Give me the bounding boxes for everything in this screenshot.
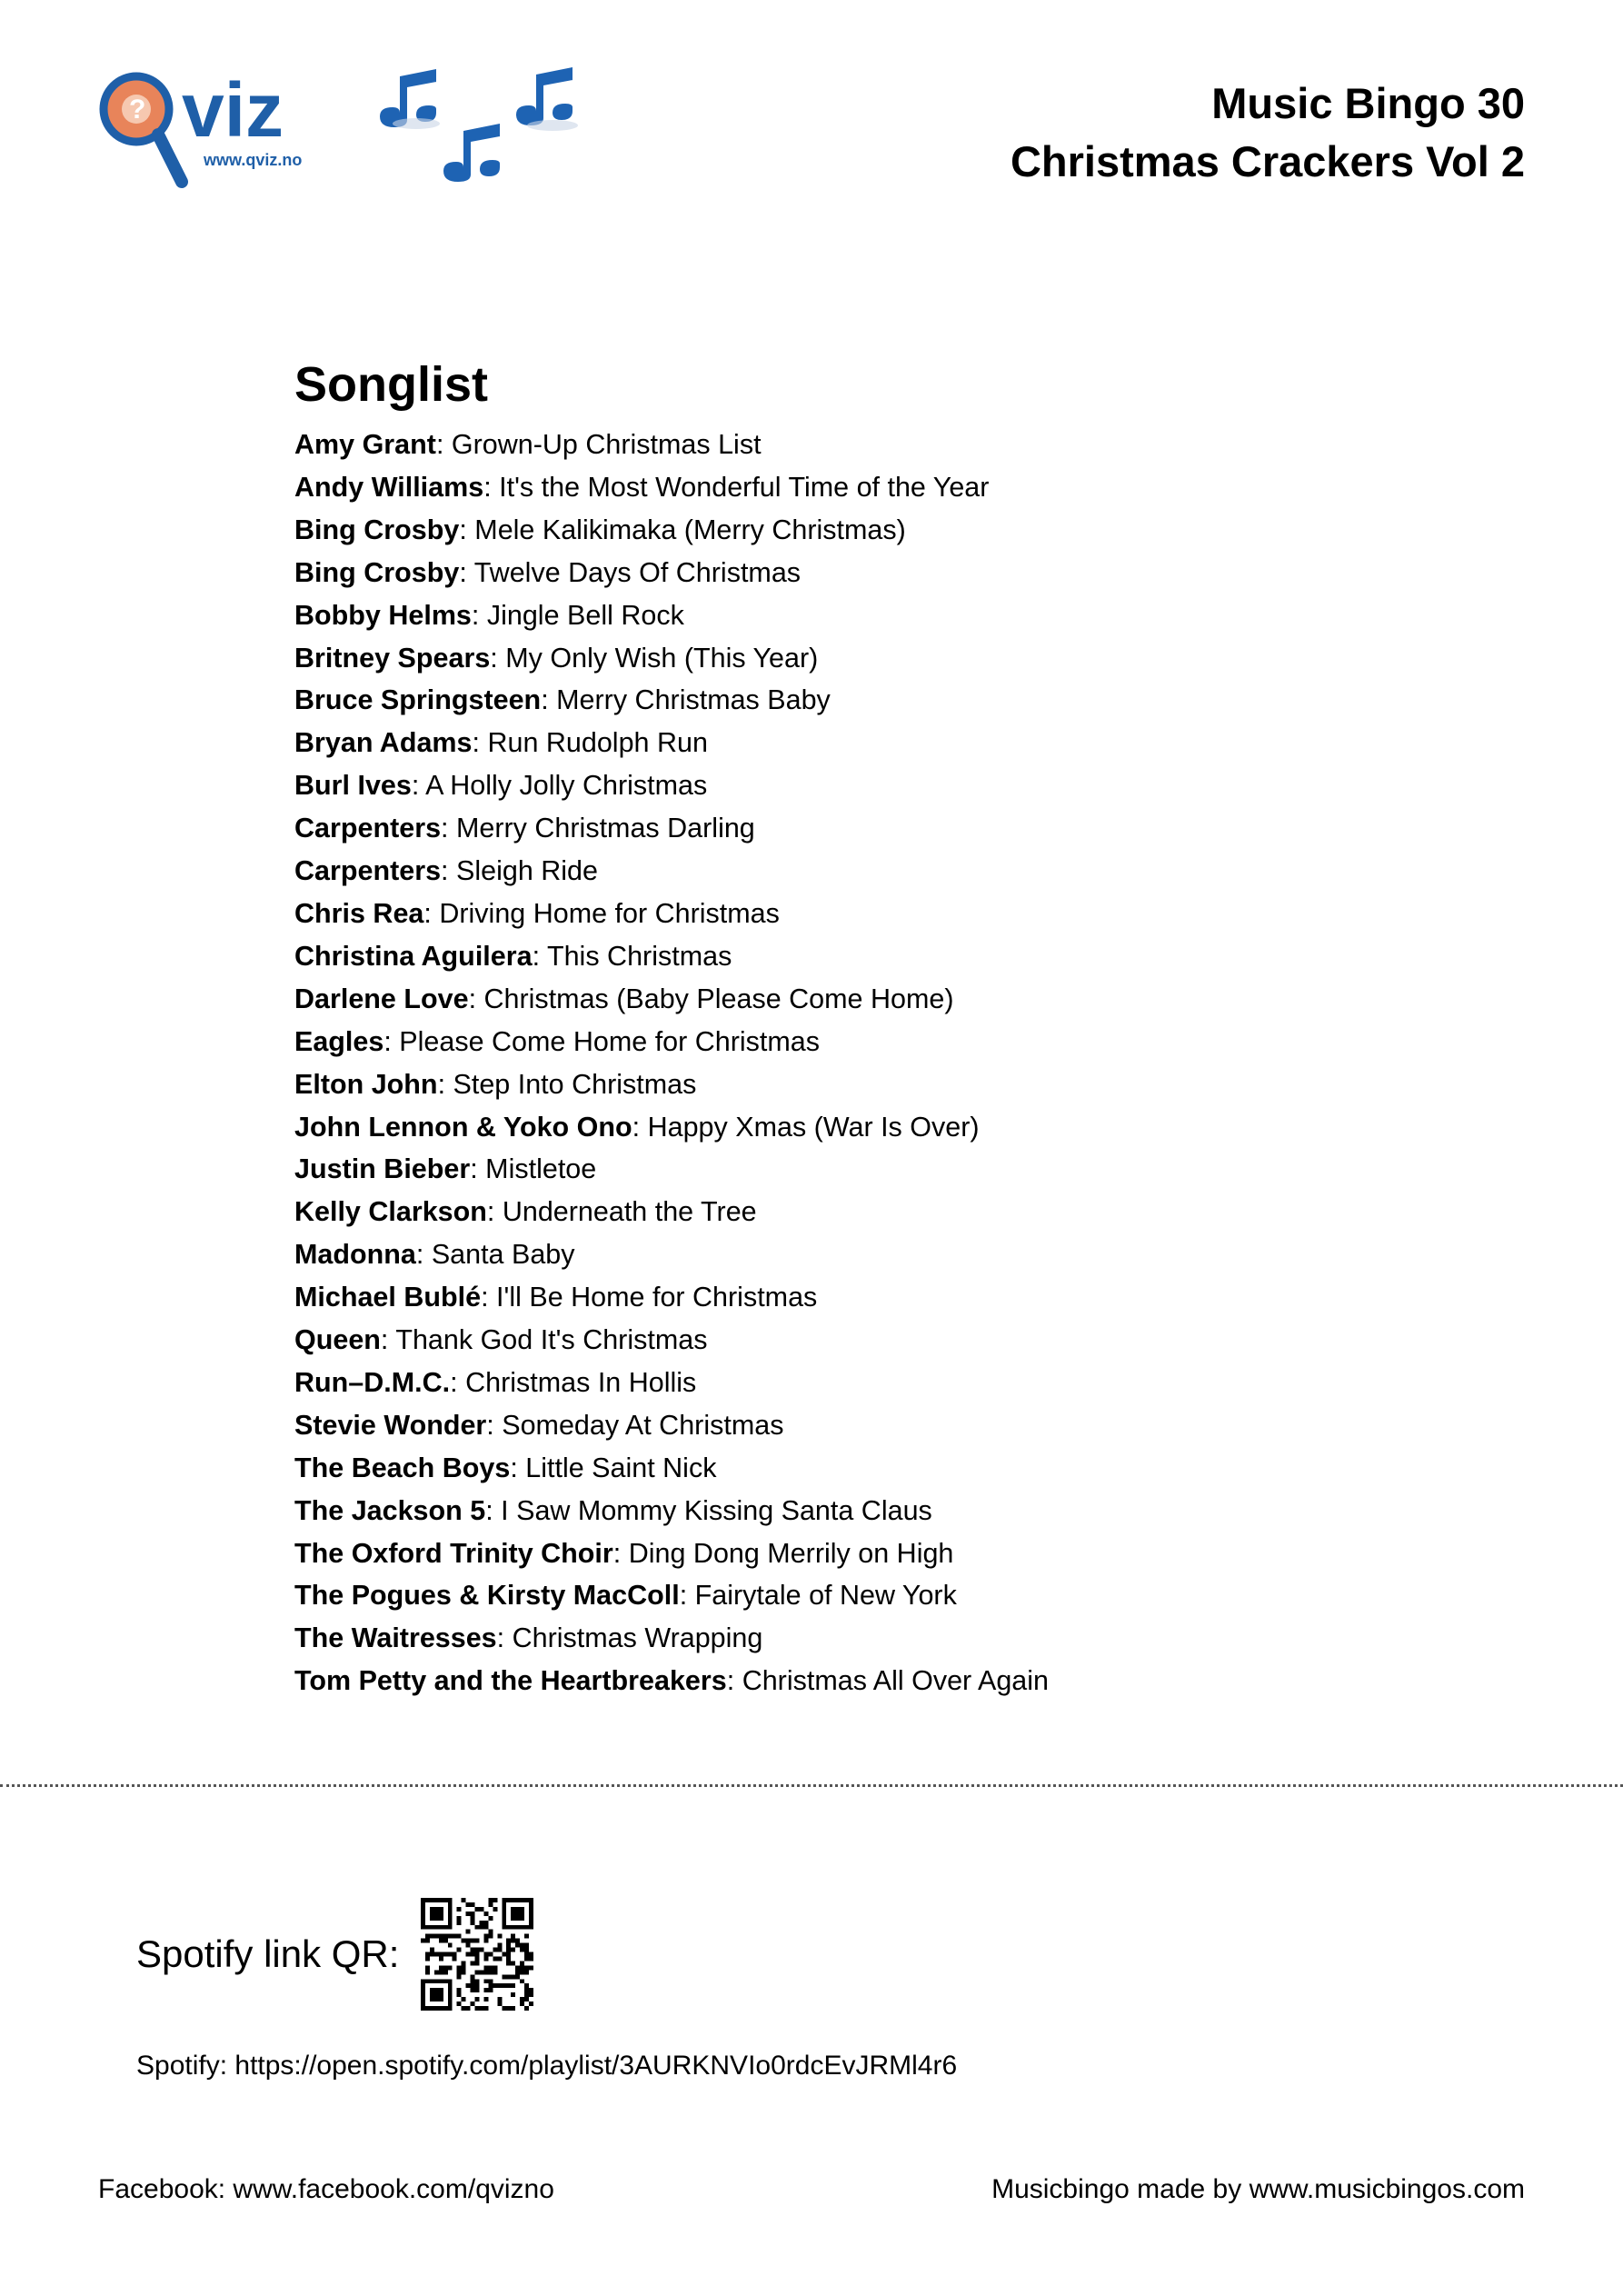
song-artist: The Jackson 5 xyxy=(294,1494,486,1526)
list-item: The Jackson 5: I Saw Mommy Kissing Santa Claus xyxy=(294,1494,932,1526)
song-artist: Run–D.M.C. xyxy=(294,1366,451,1398)
list-item: Chris Rea: Driving Home for Christmas xyxy=(294,897,780,929)
song-artist: Carpenters xyxy=(294,855,442,887)
song-artist: John Lennon & Yoko Ono xyxy=(294,1111,632,1143)
facebook-link[interactable]: Facebook: www.facebook.com/qvizno xyxy=(98,2174,554,2204)
song-artist: Chris Rea xyxy=(294,897,424,929)
song-title: Please Come Home for Christmas xyxy=(399,1025,821,1057)
song-title: This Christmas xyxy=(546,940,732,972)
song-title: I Saw Mommy Kissing Santa Claus xyxy=(501,1494,932,1526)
song-artist: Britney Spears xyxy=(294,642,491,674)
list-item: Bobby Helms: Jingle Bell Rock xyxy=(294,599,684,631)
list-item: The Pogues & Kirsty MacColl: Fairytale of New York xyxy=(294,1580,957,1612)
header-titles xyxy=(1011,75,1525,191)
list-item: Justin Bieber: Mistletoe xyxy=(294,1153,597,1185)
song-title: A Holly Jolly Christmas xyxy=(425,770,708,802)
song-artist: Amy Grant xyxy=(294,429,436,460)
qr-code-icon[interactable] xyxy=(421,1898,533,2011)
qviz-logo xyxy=(98,60,625,196)
song-artist: The Waitresses xyxy=(294,1622,497,1654)
svg-text:?: ? xyxy=(129,95,146,125)
list-item: Bryan Adams: Run Rudolph Run xyxy=(294,727,708,759)
list-item: Christina Aguilera: This Christmas xyxy=(294,940,732,972)
logo-url: www.qviz.no xyxy=(204,151,303,169)
song-title: Christmas In Hollis xyxy=(465,1366,697,1398)
song-artist: The Beach Boys xyxy=(294,1452,511,1483)
list-item: The Beach Boys: Little Saint Nick xyxy=(294,1452,717,1483)
song-artist: The Pogues & Kirsty MacColl xyxy=(294,1580,680,1612)
song-title: I'll Be Home for Christmas xyxy=(496,1282,818,1313)
song-artist: Carpenters xyxy=(294,813,442,844)
list-item: Michael Bublé: I'll Be Home for Christmas xyxy=(294,1282,818,1313)
list-item: The Oxford Trinity Choir: Ding Dong Merrily on High xyxy=(294,1537,954,1569)
song-title: Thank God It's Christmas xyxy=(395,1324,708,1356)
song-title: It's the Most Wonderful Time of the Year xyxy=(499,471,990,503)
list-item: Darlene Love: Christmas (Baby Please Come Home) xyxy=(294,983,954,1014)
list-item: Eagles: Please Come Home for Christmas xyxy=(294,1025,821,1057)
list-item: Elton John: Step Into Christmas xyxy=(294,1068,697,1100)
list-item: Madonna: Santa Baby xyxy=(294,1239,575,1271)
song-title: Twelve Days Of Christmas xyxy=(473,556,802,588)
song-title: Santa Baby xyxy=(431,1239,575,1271)
song-artist: Kelly Clarkson xyxy=(294,1196,487,1228)
song-artist: Burl Ives xyxy=(294,770,412,802)
song-artist: Queen xyxy=(294,1324,381,1356)
list-item: Stevie Wonder: Someday At Christmas xyxy=(294,1409,784,1441)
songlist-section xyxy=(294,353,1476,1702)
magnifier-icon xyxy=(104,76,182,182)
song-artist: Madonna xyxy=(294,1239,416,1271)
song-title: Underneath the Tree xyxy=(502,1196,757,1228)
song-title: Christmas (Baby Please Come Home) xyxy=(483,983,954,1014)
song-artist: The Oxford Trinity Choir xyxy=(294,1537,613,1569)
list-item: Tom Petty and the Heartbreakers: Christmas All Over Again xyxy=(294,1665,1050,1697)
song-title: Little Saint Nick xyxy=(525,1452,717,1483)
qr-label: Spotify link QR: xyxy=(136,1932,400,1975)
list-item: Queen: Thank God It's Christmas xyxy=(294,1324,708,1356)
list-item: Bing Crosby: Mele Kalikimaka (Merry Christmas) xyxy=(294,514,906,545)
logo-wordmark: viz xyxy=(182,67,284,153)
list-item: Kelly Clarkson: Underneath the Tree xyxy=(294,1196,757,1228)
song-artist: Bobby Helms xyxy=(294,599,472,631)
logo-graphic xyxy=(98,60,625,196)
page-subtitle: Christmas Crackers Vol 2 xyxy=(1010,137,1525,185)
song-title: Christmas All Over Again xyxy=(742,1665,1050,1697)
song-title: Happy Xmas (War Is Over) xyxy=(647,1111,980,1143)
song-title: Ding Dong Merrily on High xyxy=(628,1537,954,1569)
song-title: Jingle Bell Rock xyxy=(486,599,684,631)
page-title: Music Bingo 30 xyxy=(1211,79,1525,127)
song-artist: Justin Bieber xyxy=(294,1153,471,1185)
song-artist: Christina Aguilera xyxy=(294,940,533,972)
list-item: Burl Ives: A Holly Jolly Christmas xyxy=(294,770,708,802)
song-artist: Stevie Wonder xyxy=(294,1409,487,1441)
music-note-icon xyxy=(380,67,578,182)
song-artist: Andy Williams xyxy=(294,471,484,503)
list-item: John Lennon & Yoko Ono: Happy Xmas (War Is Over) xyxy=(294,1111,980,1143)
song-title: Run Rudolph Run xyxy=(487,727,708,759)
song-artist: Michael Bublé xyxy=(294,1282,482,1313)
song-title: Merry Christmas Darling xyxy=(456,813,755,844)
spotify-link[interactable]: Spotify: https://open.spotify.com/playlist/3AURKNVIo0rdcEvJRMl4r6 xyxy=(136,2051,958,2081)
song-title: My Only Wish (This Year) xyxy=(505,642,819,674)
list-item: Carpenters: Sleigh Ride xyxy=(294,855,598,887)
qr-row xyxy=(136,1898,533,2011)
song-list xyxy=(294,424,1476,1702)
song-artist: Bruce Springsteen xyxy=(294,684,542,716)
song-title: Christmas Wrapping xyxy=(512,1622,763,1654)
song-artist: Elton John xyxy=(294,1068,438,1100)
song-title: Merry Christmas Baby xyxy=(556,684,831,716)
list-item: The Waitresses: Christmas Wrapping xyxy=(294,1622,763,1654)
song-artist: Tom Petty and the Heartbreakers xyxy=(294,1665,727,1697)
list-item: Amy Grant: Grown-Up Christmas List xyxy=(294,429,762,460)
song-title: Step Into Christmas xyxy=(453,1068,697,1100)
song-title: Fairytale of New York xyxy=(694,1580,957,1612)
song-title: Mele Kalikimaka (Merry Christmas) xyxy=(474,514,906,545)
song-title: Sleigh Ride xyxy=(456,855,598,887)
list-item: Carpenters: Merry Christmas Darling xyxy=(294,813,755,844)
songlist-heading: Songlist xyxy=(294,357,488,412)
song-title: Mistletoe xyxy=(485,1153,597,1185)
list-item: Bing Crosby: Twelve Days Of Christmas xyxy=(294,556,802,588)
song-artist: Darlene Love xyxy=(294,983,469,1014)
list-item: Britney Spears: My Only Wish (This Year) xyxy=(294,642,819,674)
song-title: Grown-Up Christmas List xyxy=(451,429,762,460)
song-artist: Bing Crosby xyxy=(294,514,460,545)
song-artist: Bryan Adams xyxy=(294,727,473,759)
dotted-divider xyxy=(0,1784,1623,1787)
credit-link[interactable]: Musicbingo made by www.musicbingos.com xyxy=(991,2174,1525,2204)
list-item: Run–D.M.C.: Christmas In Hollis xyxy=(294,1366,697,1398)
list-item: Bruce Springsteen: Merry Christmas Baby xyxy=(294,684,831,716)
song-artist: Eagles xyxy=(294,1025,384,1057)
song-artist: Bing Crosby xyxy=(294,556,460,588)
song-title: Driving Home for Christmas xyxy=(439,897,780,929)
list-item: Andy Williams: It's the Most Wonderful Time of the Year xyxy=(294,471,990,503)
song-title: Someday At Christmas xyxy=(502,1409,784,1441)
